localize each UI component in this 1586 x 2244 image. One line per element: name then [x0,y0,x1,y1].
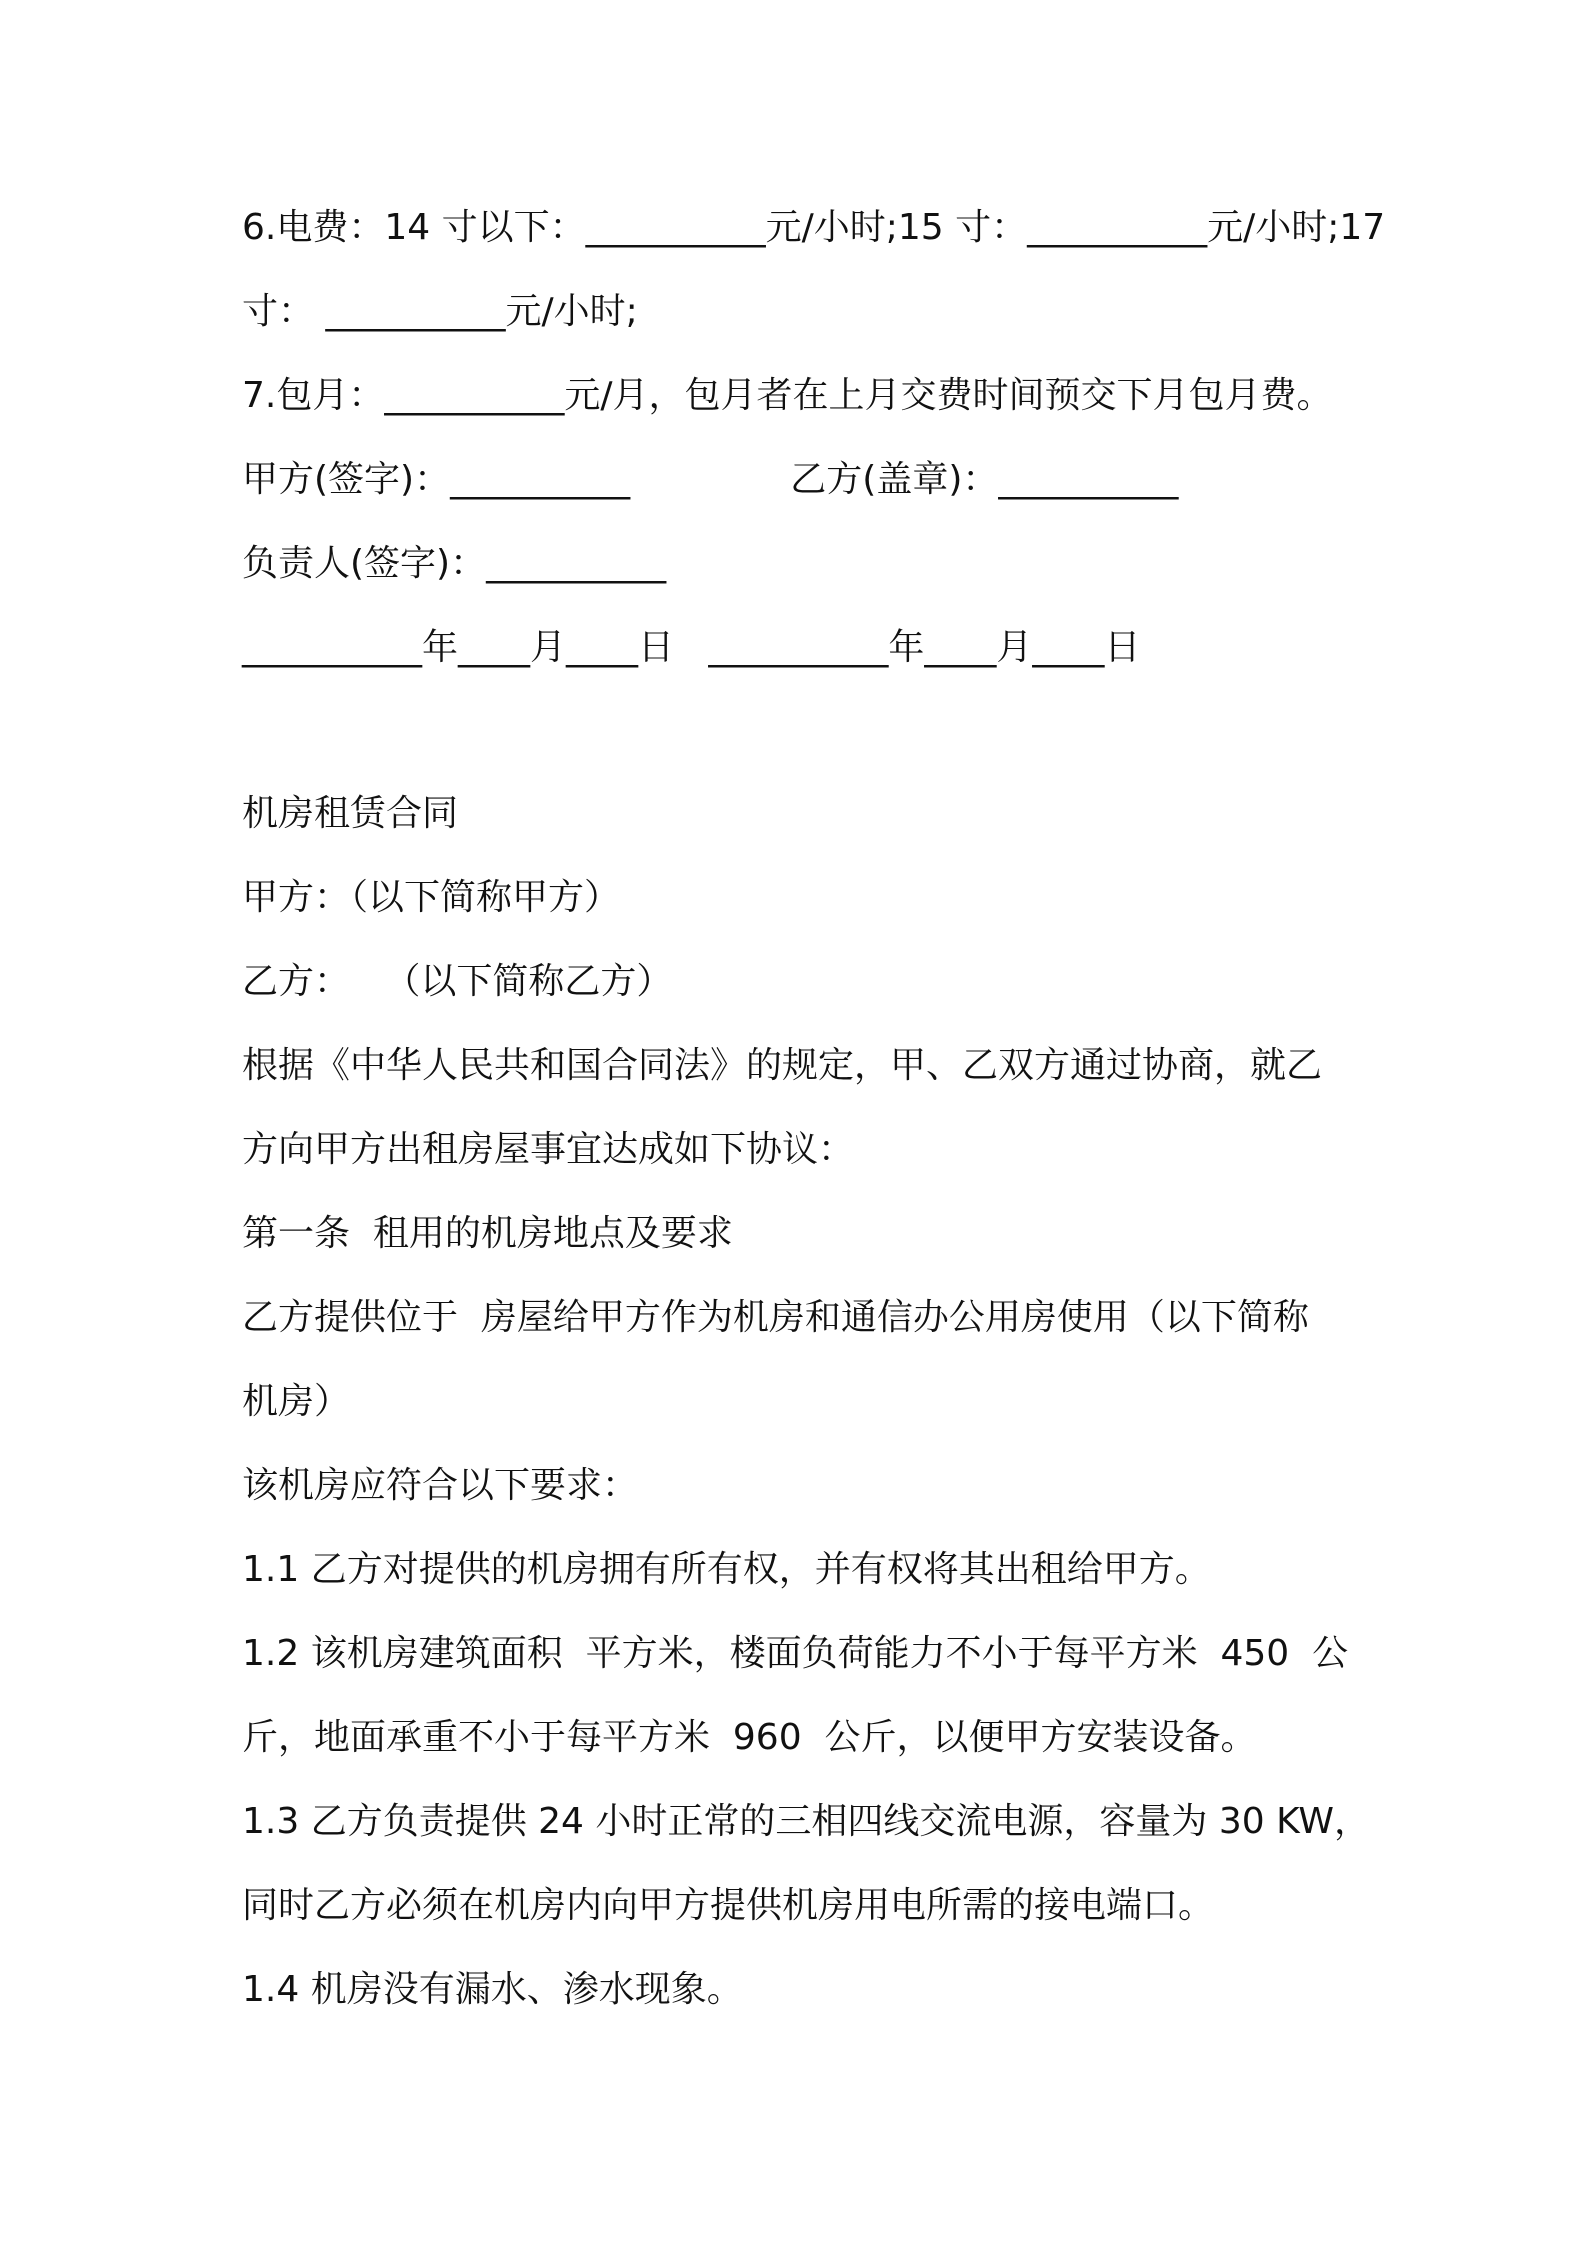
text-line-electricity-fee: 6.电费：14 寸以下：__________元/小时;15 寸：__________元/小时;17 [242,207,1386,248]
text-line-location: 乙方提供位于 房屋给甲方作为机房和通信办公用房使用（以下简称 [242,1297,1309,1338]
section-heading-article-1: 第一条 租用的机房地点及要求 [242,1213,733,1254]
text-line-party-b: 乙方： （以下简称乙方） [242,961,673,1002]
text-line-requirements: 该机房应符合以下要求： [242,1465,639,1506]
text-line-dates: __________年____月____日 __________年____月____日 [242,627,1141,668]
clause-1-3-cont: 同时乙方必须在机房内向甲方提供机房用电所需的接电端口。 [242,1885,1215,1926]
clause-1-3: 1.3 乙方负责提供 24 小时正常的三相四线交流电源，容量为 30 KW， [242,1801,1371,1842]
text-line-preamble-cont: 方向甲方出租房屋事宜达成如下协议： [242,1129,855,1170]
clause-1-2-cont: 斤，地面承重不小于每平方米 960 公斤，以便甲方安装设备。 [242,1717,1257,1758]
text-line-responsible: 负责人(签字)：__________ [242,543,667,584]
text-line-party-a: 甲方：（以下简称甲方） [242,877,621,918]
text-line-monthly: 7.包月：__________元/月，包月者在上月交费时间预交下月包月费。 [242,375,1333,416]
text-line-signatures: 甲方(签字)：__________ 乙方(盖章)：__________ [242,459,1179,500]
clause-1-1: 1.1 乙方对提供的机房拥有所有权，并有权将其出租给甲方。 [242,1549,1211,1590]
document-title: 机房租赁合同 [242,793,459,834]
text-line-location-cont: 机房） [242,1381,351,1422]
text-line-electricity-fee-cont: 寸： __________元/小时; [242,291,638,332]
clause-1-4: 1.4 机房没有漏水、渗水现象。 [242,1969,743,2010]
clause-1-2: 1.2 该机房建筑面积 平方米，楼面负荷能力不小于每平方米 450 公 [242,1633,1349,1674]
text-line-preamble: 根据《中华人民共和国合同法》的规定，甲、乙双方通过协商，就乙 [242,1045,1323,1086]
